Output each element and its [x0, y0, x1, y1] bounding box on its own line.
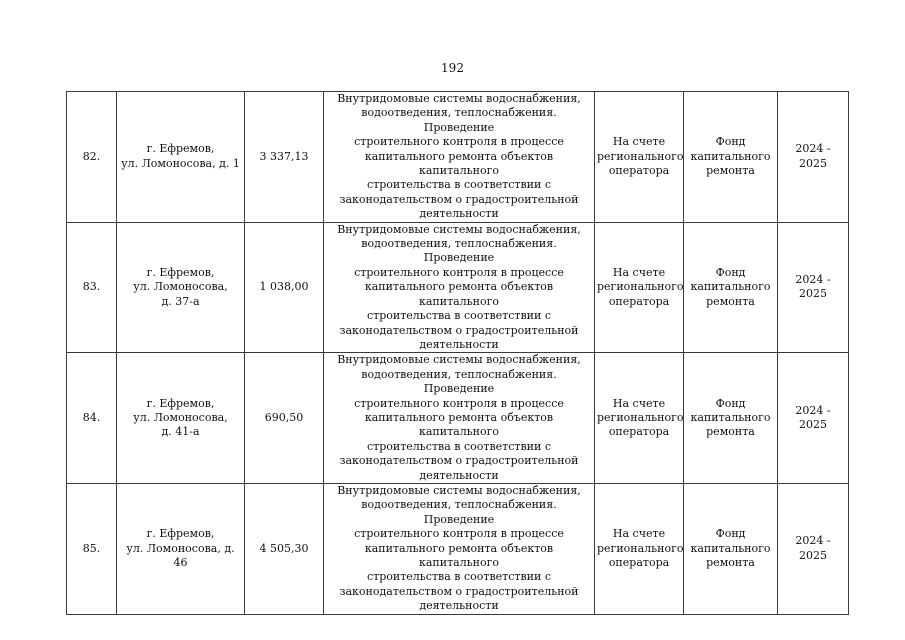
funding-source-cell — [684, 222, 778, 353]
work-type-text: Внутридомовые системы водоснабжения, водоотведения, теплоснабжения. Проведение строительного контроля в процессе капитального ремонта объектов капитального строительства в соответствии с законодательством о градостроительной деятельности — [337, 222, 581, 351]
work-type-cell — [324, 483, 595, 614]
row-number-cell: 82. — [67, 92, 117, 223]
area-cell: 690,50 — [245, 353, 324, 484]
works-table — [66, 91, 849, 615]
area-cell: 3 337,13 — [245, 92, 324, 223]
table-row — [67, 92, 849, 223]
address-text: г. Ефремов, ул. Ломоносова, д. 1 — [121, 142, 240, 170]
period-cell: 2024 - 2025 — [778, 222, 849, 353]
work-type-cell — [324, 353, 595, 484]
period-cell: 2024 - 2025 — [778, 483, 849, 614]
address-text: г. Ефремов, ул. Ломоносова, д. 37-а — [133, 265, 228, 308]
address-cell — [117, 353, 245, 484]
work-type-text: Внутридомовые системы водоснабжения, водоотведения, теплоснабжения. Проведение строительного контроля в процессе капитального ремонта объектов капитального строительства в соответствии с законодательством о градостроительной деятельности — [337, 353, 581, 482]
page-number: 192 — [441, 61, 464, 75]
address-cell — [117, 222, 245, 353]
funding-source-text: Фонд капитального ремонта — [690, 135, 771, 178]
account-cell — [595, 222, 684, 353]
account-cell — [595, 353, 684, 484]
address-text: г. Ефремов, ул. Ломоносова, д. 41-а — [133, 396, 228, 439]
row-number-cell: 83. — [67, 222, 117, 353]
funding-source-cell — [684, 353, 778, 484]
area-cell: 4 505,30 — [245, 483, 324, 614]
funding-source-text: Фонд капитального ремонта — [690, 265, 771, 308]
account-text: На счете регионального оператора — [597, 265, 684, 308]
funding-source-cell — [684, 92, 778, 223]
row-number-cell: 84. — [67, 353, 117, 484]
row-number-cell: 85. — [67, 483, 117, 614]
address-text: г. Ефремов, ул. Ломоносова, д. 46 — [126, 527, 235, 569]
funding-source-text: Фонд капитального ремонта — [690, 527, 771, 569]
table-row — [67, 222, 849, 353]
area-cell: 1 038,00 — [245, 222, 324, 353]
account-cell — [595, 92, 684, 223]
account-text: На счете регионального оператора — [597, 396, 684, 439]
funding-source-text: Фонд капитального ремонта — [690, 396, 771, 439]
address-cell — [117, 92, 245, 223]
work-type-cell — [324, 92, 595, 223]
account-cell — [595, 483, 684, 614]
work-type-cell — [324, 222, 595, 353]
period-cell: 2024 - 2025 — [778, 92, 849, 223]
account-text: На счете регионального оператора — [597, 527, 684, 569]
funding-source-cell — [684, 483, 778, 614]
table-row — [67, 483, 849, 614]
address-cell — [117, 483, 245, 614]
table-row — [67, 353, 849, 484]
account-text: На счете регионального оператора — [597, 135, 684, 178]
work-type-text: Внутридомовые системы водоснабжения, водоотведения, теплоснабжения. Проведение строительного контроля в процессе капитального ремонта объектов капитального строительства в соответствии с законодательством о градостроительной деятельности — [337, 483, 581, 613]
period-cell: 2024 - 2025 — [778, 353, 849, 484]
work-type-text: Внутридомовые системы водоснабжения, водоотведения, теплоснабжения. Проведение строительного контроля в процессе капитального ремонта объектов капитального строительства в соответствии с законодательством о градостроительной деятельности — [337, 92, 581, 221]
